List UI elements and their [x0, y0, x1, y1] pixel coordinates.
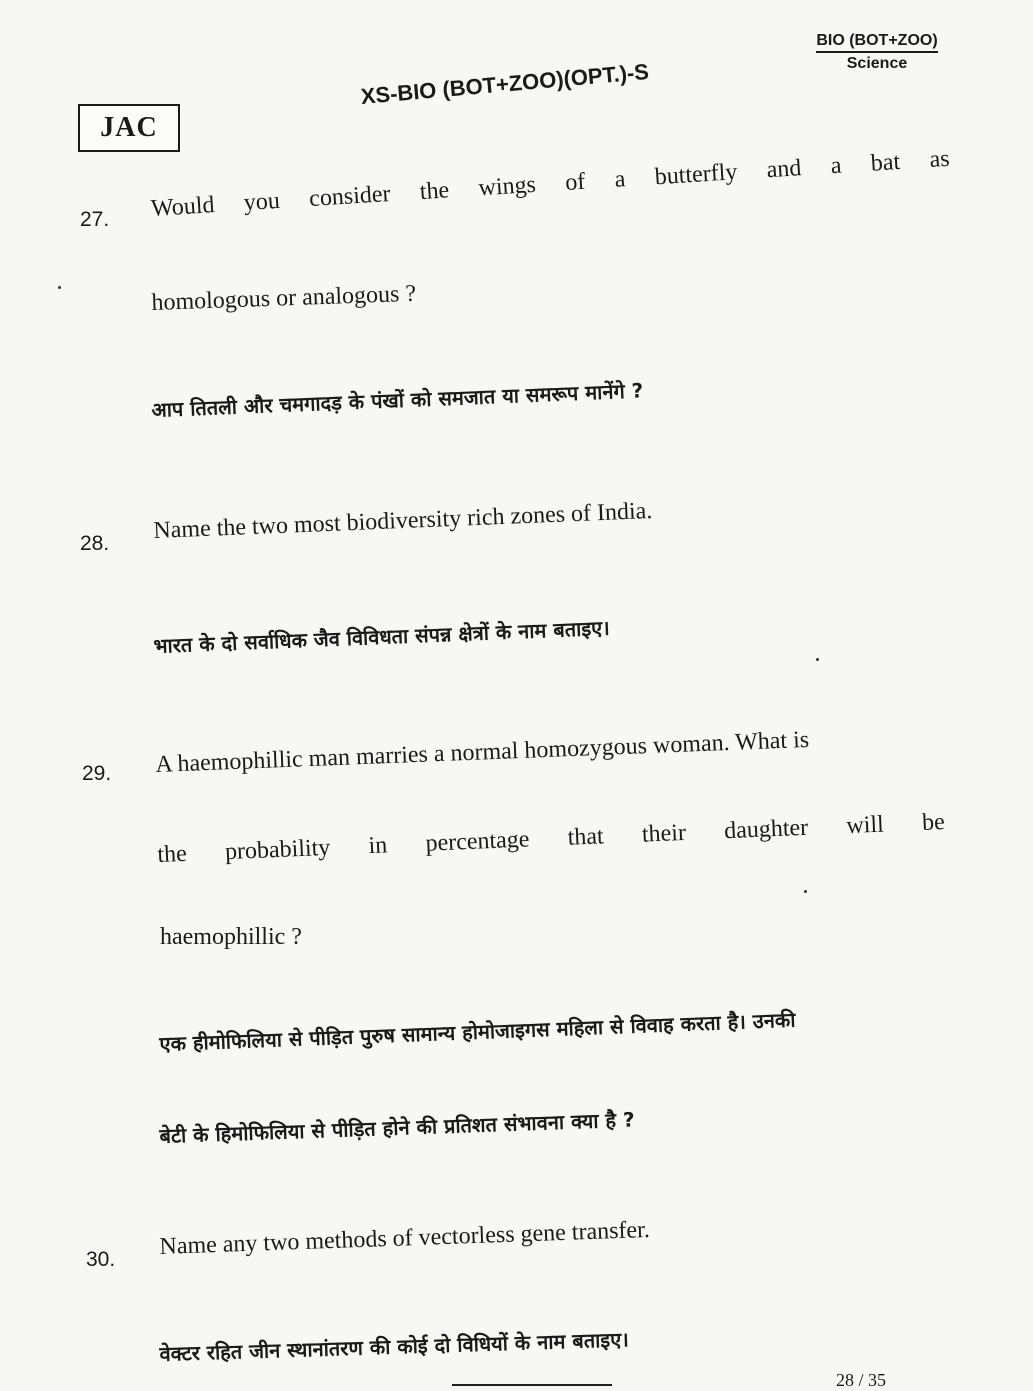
q27-word: a: [613, 166, 627, 193]
question-number-30: 30.: [86, 1248, 116, 1271]
q29-word: daughter: [723, 814, 809, 845]
q29-word: percentage: [424, 826, 530, 857]
scan-speck: [58, 286, 61, 289]
question-30-hindi-line-1: वेक्टर रहित जीन स्थानांतरण की कोई दो विधियों के नाम बताइए।: [159, 1327, 630, 1367]
q29-word: be: [921, 809, 946, 836]
question-number-27: 27.: [80, 208, 110, 231]
question-27-hindi-line-1: आप तितली और चमगादड़ के पंखों को समजात या समरूप मानेंगे ?: [150, 378, 644, 423]
scan-speck: [816, 658, 819, 661]
q29-word: will: [845, 811, 885, 840]
question-29-hindi-line-2: बेटी के हिमोफिलिया से पीड़ित होने की प्रतिशत संभावना क्या है ?: [159, 1107, 635, 1149]
page-number: 28 / 35: [836, 1370, 887, 1390]
q27-word: and: [765, 155, 803, 184]
q27-word: consider: [308, 180, 392, 213]
question-29-hindi-line-1: एक हीमोफिलिया से पीड़ित पुरुष सामान्य होमोजाइगस महिला से विवाह करता है। उनकी: [159, 1007, 796, 1057]
q29-word: their: [641, 819, 687, 848]
q27-word: of: [564, 168, 587, 196]
question-27-english-line-2: homologous or analogous ?: [151, 280, 417, 317]
board-label: JAC: [100, 112, 158, 143]
question-29-english-line-2: [157, 809, 945, 869]
q27-word: wings: [477, 171, 537, 202]
question-28-hindi-line-1: भारत के दो सर्वाधिक जैव विविधता संपन्न क्षेत्रों के नाम बताइए।: [152, 615, 611, 659]
q27-word: as: [928, 145, 951, 174]
q27-word: bat: [870, 148, 901, 177]
board-label-box: [78, 104, 180, 152]
q27-word: the: [419, 177, 450, 206]
subject-label: BIO (BOT+ZOO): [816, 32, 937, 53]
question-29-english-line-1: A haemophillic man marries a normal homozygous woman. What is: [154, 726, 810, 779]
stream-label: Science: [846, 55, 908, 72]
paper-code: XS-BIO (BOT+ZOO)(OPT.)-S: [359, 58, 650, 110]
question-29-english-line-3: haemophillic ?: [160, 924, 302, 950]
q29-word: probability: [224, 834, 331, 866]
q27-word: you: [243, 187, 281, 217]
q27-word: a: [829, 152, 843, 180]
q27-word: Would: [150, 192, 216, 223]
scan-speck: [804, 890, 807, 893]
subject-header: [802, 32, 952, 73]
footer-rule: [452, 1384, 612, 1386]
q29-word: the: [156, 840, 188, 869]
question-number-28: 28.: [80, 532, 110, 555]
question-27-english-line-1: [150, 146, 950, 223]
q29-word: in: [368, 832, 388, 860]
q27-word: butterfly: [653, 159, 739, 191]
question-number-29: 29.: [82, 762, 112, 785]
question-28-english-line-1: Name the two most biodiversity rich zones of India.: [152, 497, 653, 545]
question-30-english-line-1: Name any two methods of vectorless gene transfer.: [159, 1216, 651, 1261]
q29-word: that: [567, 823, 605, 851]
